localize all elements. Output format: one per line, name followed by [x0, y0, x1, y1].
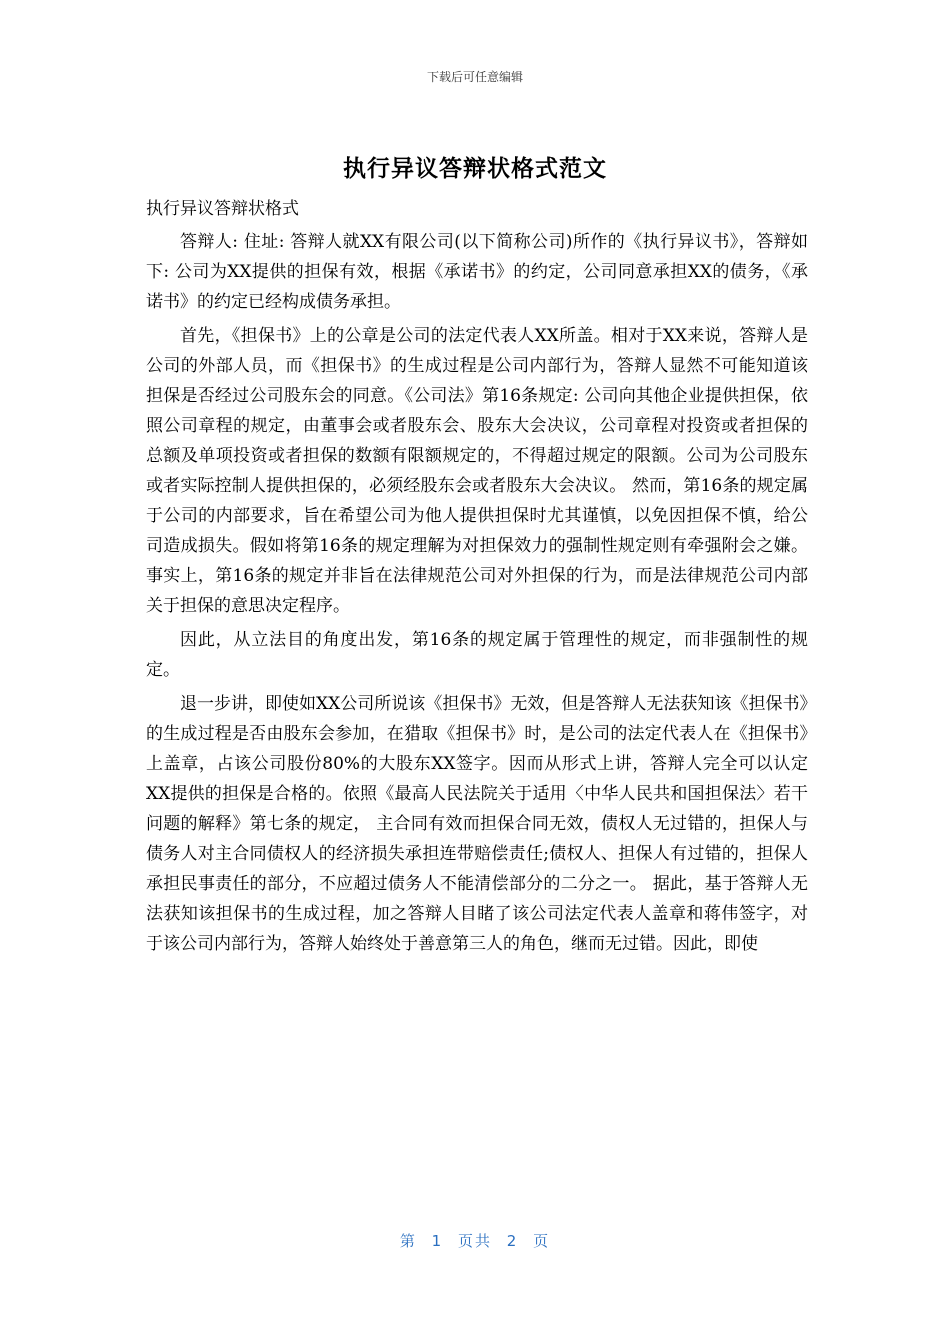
document-title: 执行异议答辩状格式范文	[343, 156, 607, 182]
paragraph-3: 因此，从立法目的角度出发，第16条的规定属于管理性的规定，而非强制性的规定。	[146, 630, 808, 680]
paragraph-4: 退一步讲，即使如XX公司所说该《担保书》无效，但是答辩人无法获知该《担保书》的生成过程是否由股东会参加，在猎取《担保书》时，是公司的法定代表人在《担保书》上盖章，占该公司股份80%的大股东XX签字。因而从形式上讲，答辩人完全可以认定XX提供的担保是合格的。依照《最高人民法院关于适用〈中华人民共和国担保法〉若干问题的解释》第七条的规定， 主合同有效而担保合同无效，债权人无过错的，担保人与债务人对主合同债权人的经济损失承担连带赔偿责任;债权人、担保人有过错的，担保人承担民事责任的部分，不应超过债务人不能清偿部分的二分之一。 据此，基于答辩人无法获知该担保书的生成过程，加之答辩人目睹了该公司法定代表人盖章和蒋伟签字，对于该公司内部行为，答辩人始终处于善意第三人的角色，继而无过错。因此，即使	[146, 694, 808, 954]
paragraph-2: 首先，《担保书》上的公章是公司的法定代表人XX所盖。相对于XX来说，答辩人是公司的外部人员，而《担保书》的生成过程是公司内部行为，答辩人显然不可能知道该担保是否经过公司股东会的同意。《公司法》第16条规定: 公司向其他企业提供担保，依照公司章程的规定，由董事会或者股东会、股东大会决议，公司章程对投资或者担保的总额及单项投资或者担保的数额有限额规定的，不得超过规定的限额。公司为公司股东或者实际控制人提供担保的，必须经股东会或者股东大会决议。 然而，第16条的规定属于公司的内部要求，旨在希望公司为他人提供担保时尤其谨慎，以免因担保不慎，给公司造成损失。假如将第16条的规定理解为对担保效力的强制性规定则有牵强附会之嫌。事实上，第16条的规定并非旨在法律规范公司对外担保的行为，而是法律规范公司内部关于担保的意思决定程序。	[146, 326, 808, 616]
document-body	[146, 194, 808, 963]
paragraph-1: 答辩人: 住址: 答辩人就XX有限公司(以下简称公司)所作的《执行异议书》，答辩如下: 公司为XX提供的担保有效，根据《承诺书》的约定，公司同意承担XX的债务，《承诺书》的约定已经构成债务承担。	[146, 232, 808, 312]
page-number-footer: 第 1 页共 2 页	[399, 1232, 551, 1250]
document-subheading: 执行异议答辩状格式	[146, 199, 299, 219]
page-header-note: 下载后可任意编辑	[426, 70, 523, 84]
